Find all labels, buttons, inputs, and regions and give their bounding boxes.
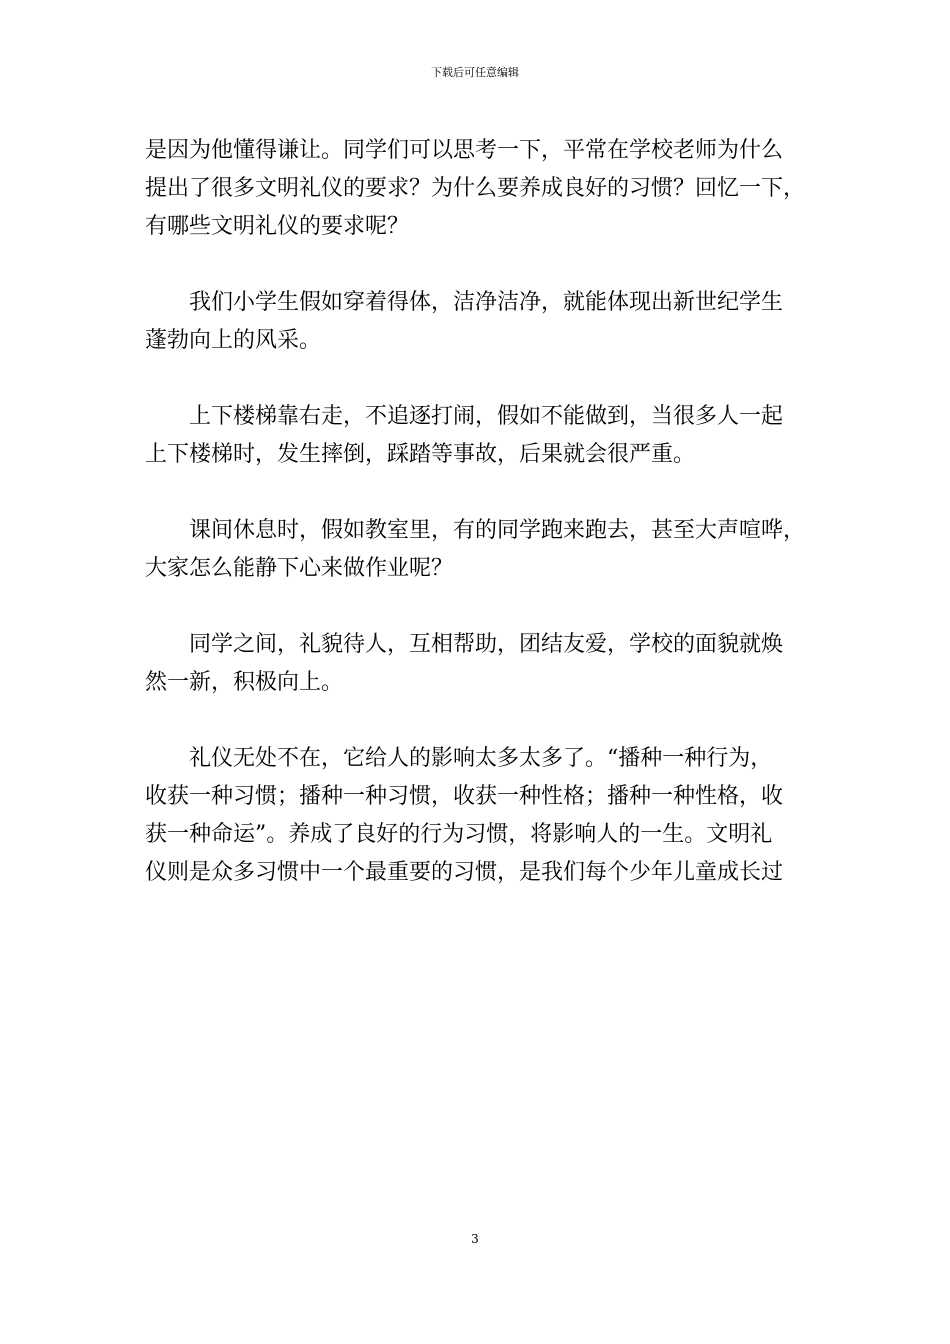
text-line: 有哪些文明礼仪的要求呢？ <box>145 214 410 239</box>
text-line: 我们小学生假如穿着得体，洁净洁净，就能体现出新世纪学生 <box>189 290 784 315</box>
paragraph-5 <box>145 626 825 702</box>
text-line: 上下楼梯靠右走，不追逐打闹，假如不能做到，当很多人一起 <box>189 404 784 429</box>
paragraph-2 <box>145 284 825 360</box>
text-line: 提出了很多文明礼仪的要求？为什么要养成良好的习惯？回忆一下， <box>145 176 806 201</box>
text-line: 收获一种习惯；播种一种习惯，收获一种性格；播种一种性格，收 <box>145 784 784 809</box>
document-body <box>145 132 825 930</box>
text-line: 上下楼梯时，发生摔倒，踩踏等事故，后果就会很严重。 <box>145 442 696 467</box>
paragraph-1 <box>145 132 825 246</box>
text-line: 是因为他懂得谦让。同学们可以思考一下，平常在学校老师为什么 <box>145 138 784 163</box>
paragraph-3 <box>145 398 825 474</box>
page-header: 下载后可任意编辑 <box>431 66 519 79</box>
text-line: 获一种命运”。养成了良好的行为习惯，将影响人的一生。文明礼 <box>145 822 773 847</box>
page-number: 3 <box>471 1232 479 1246</box>
paragraph-6 <box>145 740 825 892</box>
text-line: 然一新，积极向上。 <box>145 670 344 695</box>
text-line: 课间休息时，假如教室里，有的同学跑来跑去，甚至大声喧哗， <box>189 518 806 543</box>
text-line: 大家怎么能静下心来做作业呢？ <box>145 556 454 581</box>
text-line: 同学之间，礼貌待人，互相帮助，团结友爱，学校的面貌就焕 <box>189 632 784 657</box>
text-line: 蓬勃向上的风采。 <box>145 328 322 353</box>
text-line: 仪则是众多习惯中一个最重要的习惯，是我们每个少年儿童成长过 <box>145 860 784 885</box>
text-line: 礼仪无处不在，它给人的影响太多太多了。“播种一种行为， <box>189 746 773 771</box>
paragraph-4 <box>145 512 825 588</box>
